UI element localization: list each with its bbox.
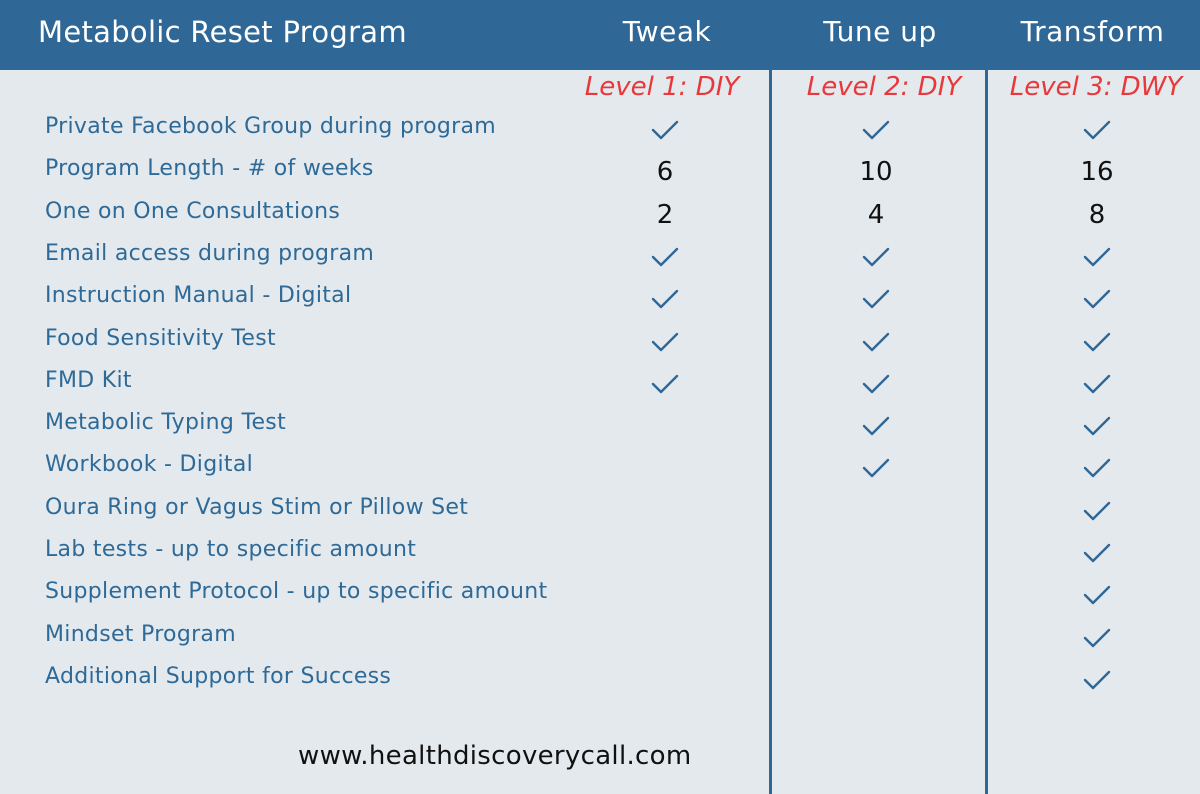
value-cell: 6 bbox=[656, 157, 674, 188]
value-cell: 10 bbox=[859, 157, 893, 188]
website-url: www.healthdiscoverycall.com bbox=[298, 741, 692, 771]
value-cell: 16 bbox=[1080, 157, 1114, 188]
feature-label: One on One Consultations bbox=[45, 198, 341, 224]
checkmark-icon bbox=[1057, 621, 1137, 655]
checkmark-icon bbox=[1057, 282, 1137, 316]
checkmark-icon bbox=[1057, 451, 1137, 485]
feature-label: Email access during program bbox=[45, 240, 375, 266]
feature-label: Lab tests - up to specific amount bbox=[45, 537, 417, 562]
feature-label: Mindset Program bbox=[45, 621, 236, 647]
checkmark-icon bbox=[625, 113, 705, 147]
checkmark-icon bbox=[625, 282, 705, 316]
feature-label: Metabolic Typing Test bbox=[45, 410, 286, 436]
feature-label: FMD Kit bbox=[45, 367, 132, 393]
checkmark-icon bbox=[625, 325, 705, 359]
checkmark-icon bbox=[1057, 494, 1137, 528]
value-cell: 4 bbox=[867, 199, 885, 230]
feature-label: Additional Support for Success bbox=[45, 663, 392, 689]
checkmark-icon bbox=[625, 240, 705, 274]
level-label-3: Level 3: DWY bbox=[1009, 72, 1183, 102]
checkmark-icon bbox=[1057, 578, 1137, 612]
column-header-transform: Transform bbox=[1020, 15, 1165, 48]
header-bar bbox=[0, 0, 1200, 70]
checkmark-icon bbox=[1057, 240, 1137, 274]
checkmark-icon bbox=[1057, 367, 1137, 401]
feature-label: Oura Ring or Vagus Stim or Pillow Set bbox=[45, 494, 469, 520]
column-header-tweak: Tweak bbox=[622, 15, 712, 48]
feature-label: Program Length - # of weeks bbox=[45, 156, 374, 182]
checkmark-icon bbox=[836, 282, 916, 316]
checkmark-icon bbox=[836, 240, 916, 274]
value-cell: 8 bbox=[1088, 199, 1106, 230]
feature-label: Instruction Manual - Digital bbox=[45, 283, 352, 309]
checkmark-icon bbox=[1057, 409, 1137, 443]
checkmark-icon bbox=[1057, 325, 1137, 359]
value-cell: 2 bbox=[656, 199, 674, 230]
feature-label: Food Sensitivity Test bbox=[45, 325, 276, 351]
column-divider-2 bbox=[985, 70, 988, 794]
checkmark-icon bbox=[836, 409, 916, 443]
checkmark-icon bbox=[836, 367, 916, 401]
checkmark-icon bbox=[1057, 113, 1137, 147]
column-header-tune-up: Tune up bbox=[823, 15, 937, 48]
checkmark-icon bbox=[625, 367, 705, 401]
checkmark-icon bbox=[836, 451, 916, 485]
level-label-2: Level 2: DIY bbox=[806, 72, 962, 102]
feature-label: Workbook - Digital bbox=[45, 452, 254, 478]
level-label-1: Level 1: DIY bbox=[584, 72, 740, 102]
checkmark-icon bbox=[1057, 663, 1137, 697]
page-title: Metabolic Reset Program bbox=[38, 15, 407, 49]
checkmark-icon bbox=[1057, 536, 1137, 570]
feature-label: Private Facebook Group during program bbox=[45, 114, 497, 139]
column-divider-1 bbox=[769, 70, 772, 794]
feature-label: Supplement Protocol - up to specific amount bbox=[45, 579, 548, 605]
checkmark-icon bbox=[836, 325, 916, 359]
checkmark-icon bbox=[836, 113, 916, 147]
